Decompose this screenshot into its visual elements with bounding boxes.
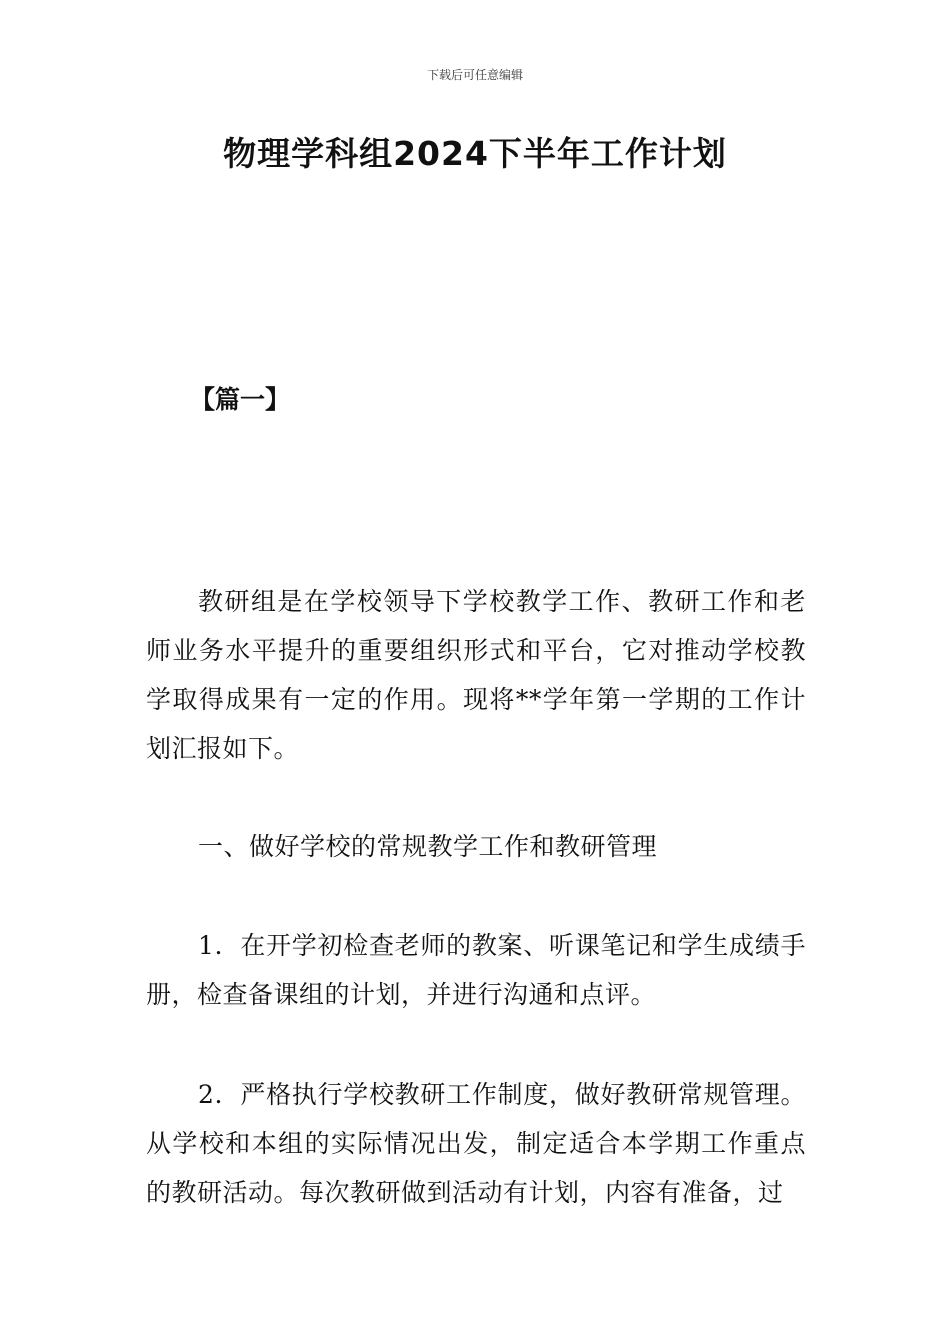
list-item-1: 1．在开学初检查老师的教案、听课笔记和学生成绩手册，检查备课组的计划，并进行沟通和点评。 <box>146 931 806 1009</box>
header-note: 下载后可任意编辑 <box>426 68 523 82</box>
intro-paragraph: 教研组是在学校领导下学校教学工作、教研工作和老师业务水平提升的重要组织形式和平台，它对推动学校教学取得成果有一定的作用。现将**学年第一学期的工作计划汇报如下。 <box>146 587 806 763</box>
document-title: 物理学科组2024下半年工作计划 <box>223 134 727 173</box>
section-heading-1: 一、做好学校的常规教学工作和教研管理 <box>198 832 658 861</box>
section-label: 【篇一】 <box>190 385 291 414</box>
list-item-2: 2．严格执行学校教研工作制度，做好教研常规管理。从学校和本组的实际情况出发，制定适合本学期工作重点的教研活动。每次教研做到活动有计划，内容有准备，过 <box>146 1080 806 1207</box>
